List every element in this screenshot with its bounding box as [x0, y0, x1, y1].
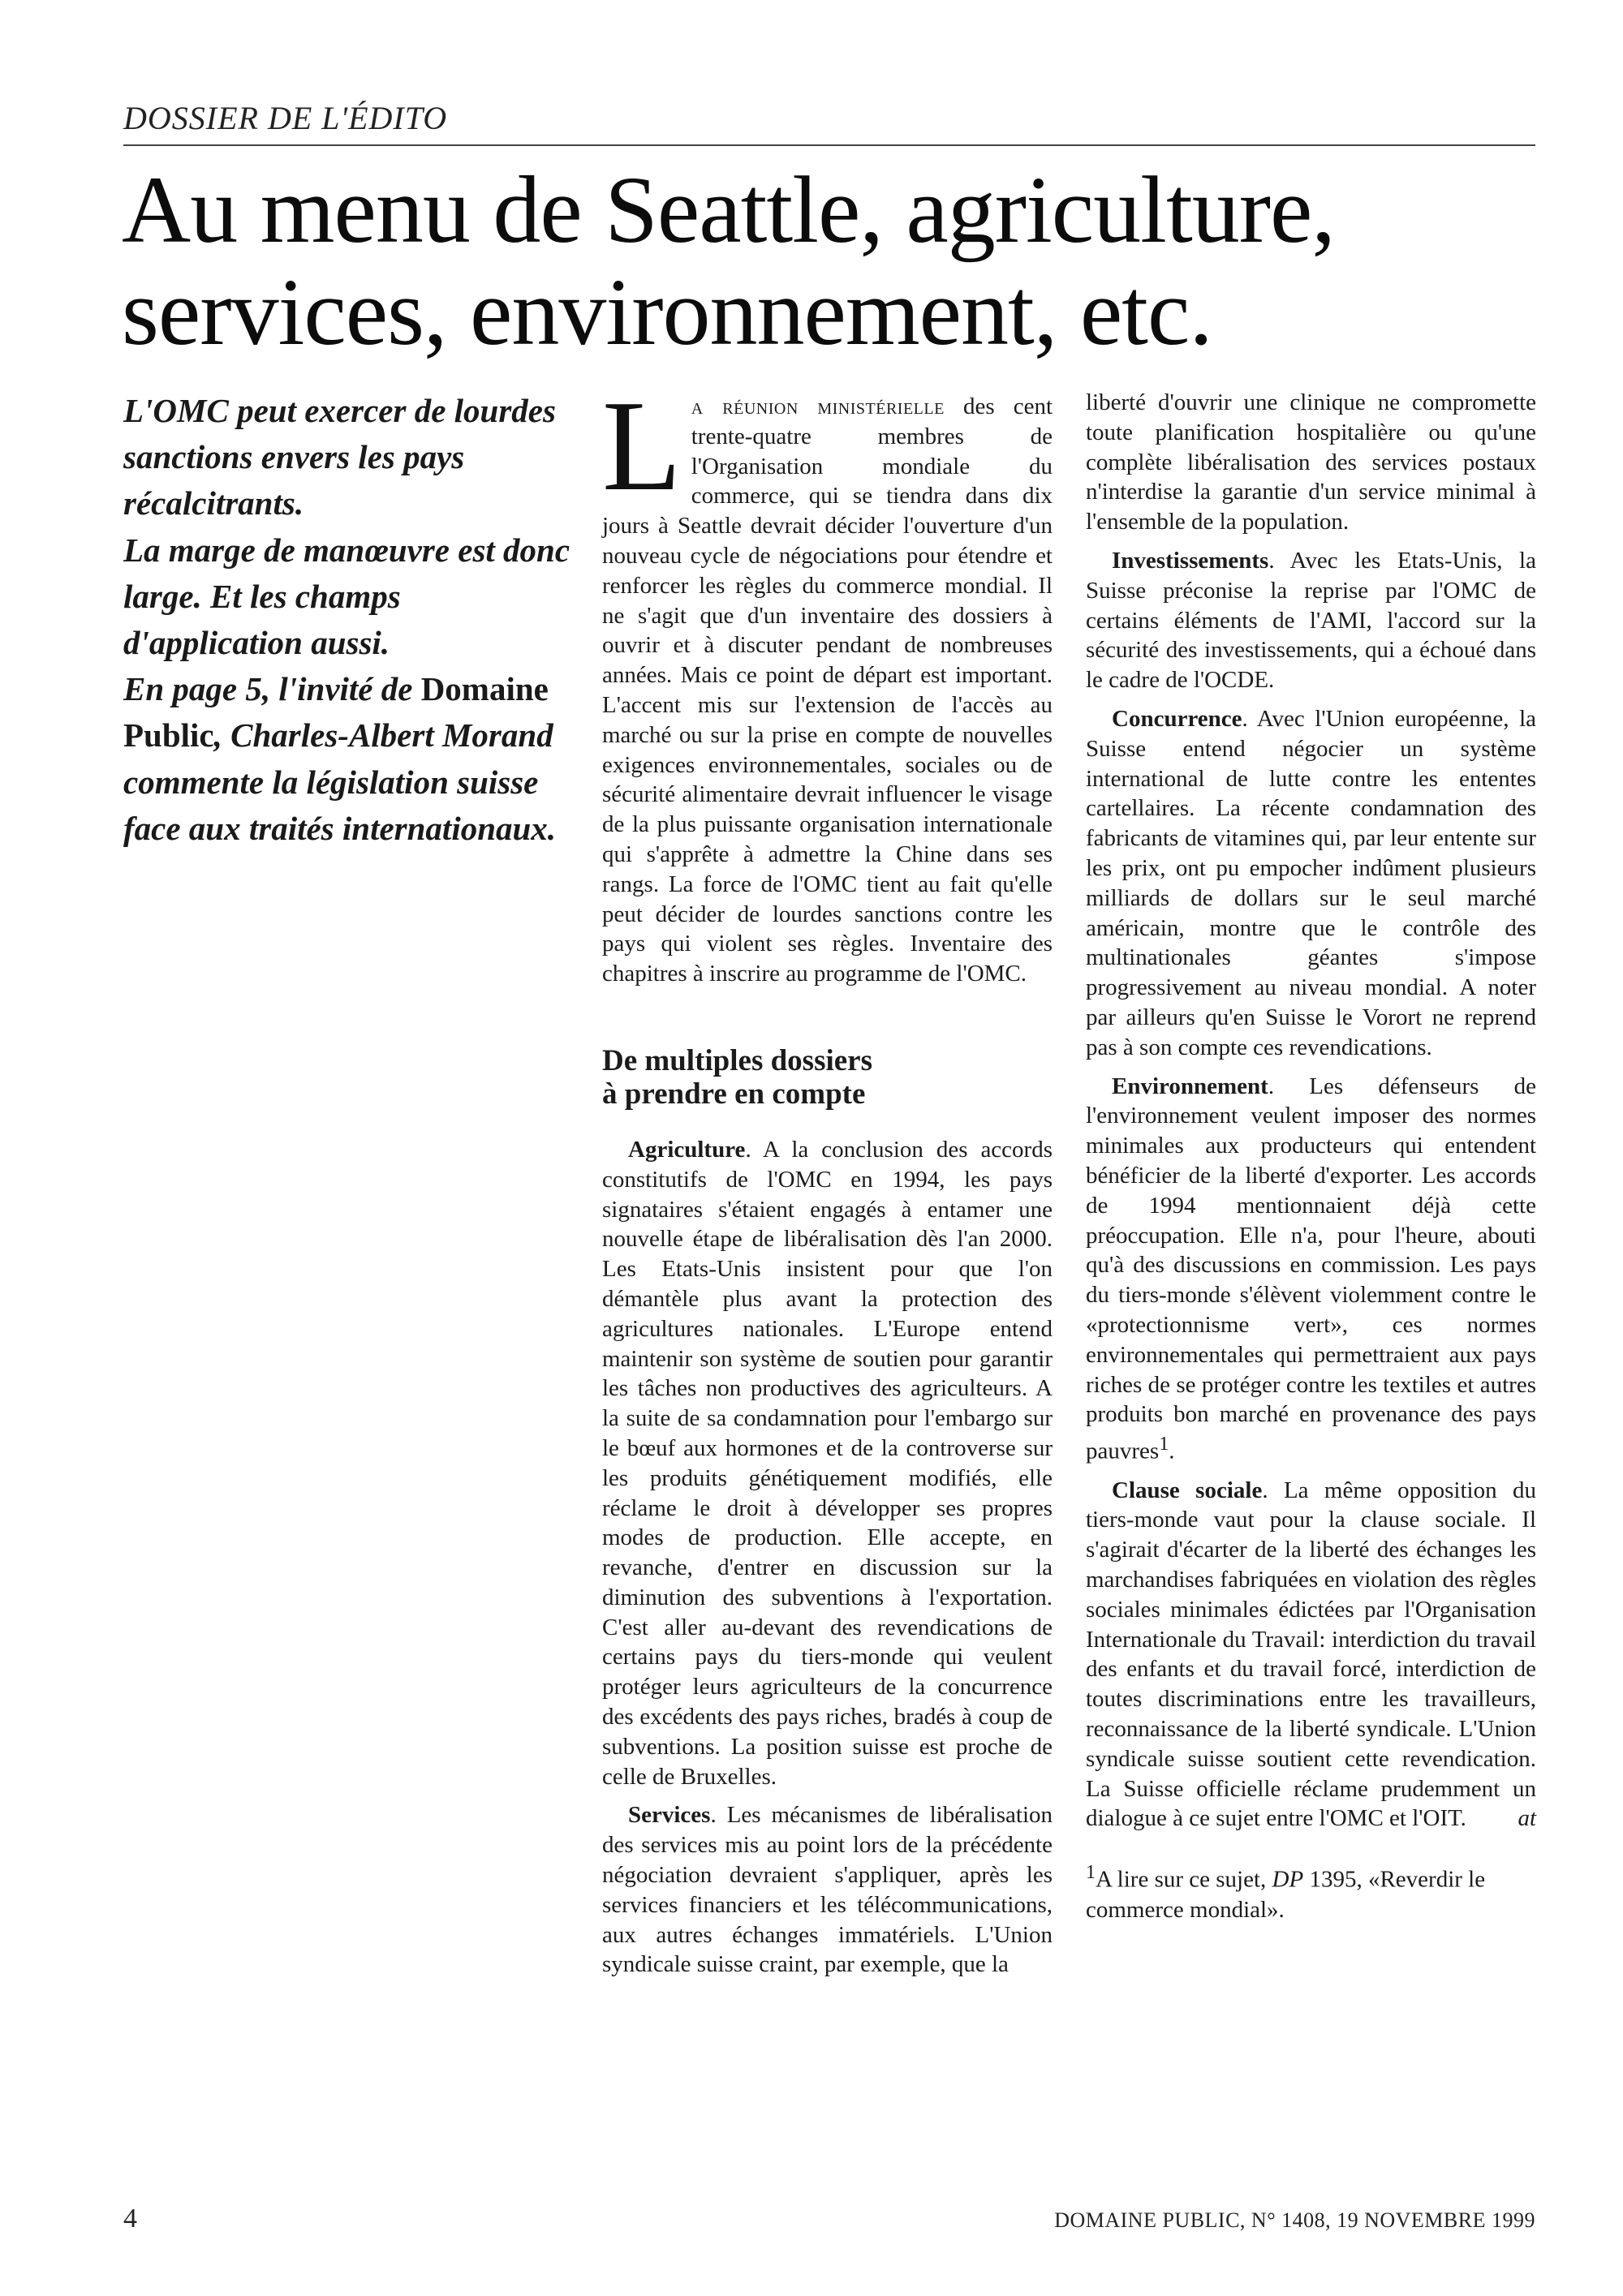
- subhead: [602, 1044, 1053, 1111]
- headline-line-2: services, environnement, etc.: [122, 259, 1212, 365]
- investissements-paragraph: [1086, 546, 1536, 695]
- services-lead: Services: [628, 1802, 711, 1829]
- lede: [123, 388, 578, 852]
- article-column-1: [602, 373, 1053, 1980]
- intro-text: des cent trente-quatre membres de l'Organisation mondiale du commerce, qui se tiendra dans dix jours à Seattle devrait décider l'ouverture d'un nouveau cycle de négociations pour étendre et renforcer les règles du commerce mondial. Il ne s'agit que d'un inventaire des dossiers à ouvrir et à discuter pendant de nombreuses années. Mais ce point de départ est important. L'accent mis sur l'extension de l'accès au marché ou sur la prise en compte de nouvelles exigences environnementales, sociales ou de sécurité alimentaire devrait influencer le visage de la plus puissante organisation internationale qui s'apprête à admettre la Chine dans ses rangs. La force de l'OMC tient au fait qu'elle peut décider de lourdes sanctions contre les pays qui violent ses règles. Inventaire des chapitres à inscrire au programme de l'OMC.: [602, 393, 1053, 987]
- headline: [122, 159, 1550, 363]
- clause-sociale-text: . La même opposition du tiers-monde vaut pour la clause sociale. Il s'agirait d'écarter de la liberté des échanges les marchandises fabriquées en violation des règles sociales minimales édictées par l'Organisation Internationale du Travail: interdiction du travail des enfants et du travail forcé, interdiction de toutes discriminations entre les travailleurs, reconnaissance de la liberté syndicale. L'Union syndicale suisse soutient cette revendication. La Suisse officielle réclame prudemment un dialogue à ce sujet entre l'OMC et l'OIT.: [1086, 1477, 1536, 1832]
- footnote-text-end: 1395, «Reverdir le commerce mondial».: [1086, 1866, 1486, 1923]
- footnote-dp: DP: [1272, 1866, 1304, 1893]
- subhead-line-1: De multiples dossiers: [602, 1043, 872, 1077]
- lede-paragraph-3: [123, 666, 578, 852]
- services-text: . Les mécanismes de libéralisation des services mis au point lors de la précédente négociation devraient s'appliquer, après les services financiers et les télécommunications, aux autres échanges immatériels. L'Union syndicale suisse craint, par exemple, que la: [602, 1802, 1053, 1978]
- intro-paragraph: [602, 373, 1053, 989]
- footnote-ref: 1: [1159, 1433, 1169, 1455]
- lede-paragraph-2: La marge de manœuvre est donc large. Et les champs d'application aussi.: [123, 531, 570, 662]
- concurrence-lead: Concurrence: [1112, 705, 1242, 732]
- environnement-lead: Environnement: [1112, 1073, 1268, 1099]
- footnote-number: 1: [1086, 1861, 1096, 1884]
- investissements-text: . Avec les Etats-Unis, la Suisse préconise la reprise par l'OMC de certains éléments de l'AMI, l'accord sur la sécurité des investissements, qui a échoué dans le cadre de l'OCDE.: [1086, 547, 1536, 694]
- environnement-end: .: [1169, 1438, 1175, 1464]
- clause-sociale-lead: Clause sociale: [1112, 1477, 1263, 1503]
- publication-info: DOMAINE PUBLIC, N° 1408, 19 NOVEMBRE 1999: [1054, 2208, 1535, 2232]
- footnote-text: A lire sur ce sujet,: [1096, 1866, 1272, 1893]
- environnement-paragraph: [1086, 1072, 1536, 1467]
- author-signature: at: [1518, 1805, 1536, 1832]
- lede-text: En page 5, l'invité de: [123, 670, 421, 708]
- intro-smallcaps: a réunion ministérielle: [691, 393, 945, 419]
- article-column-2: [1086, 388, 1536, 1924]
- services-paragraph: [602, 1800, 1053, 1980]
- footnote: [1086, 1858, 1536, 1924]
- subhead-line-2: à prendre en compte: [602, 1077, 866, 1111]
- services-continued: liberté d'ouvrir une clinique ne compromette toute planification hospitalière ou qu'une complète libéralisation des services postaux n'interdise la garantie d'un service minimal à l'ensemble de la population.: [1086, 389, 1536, 535]
- agriculture-text: . A la conclusion des accords constitutifs de l'OMC en 1994, les pays signataires s'étaient engagés à entamer une nouvelle étape de libéralisation dès l'an 2000. Les Etats-Unis insistent pour que l'on démantèle plus avant la protection des agricultures nationales. L'Europe entend maintenir son système de soutien pour garantir les tâches non productives des agriculteurs. A la suite de sa condamnation pour l'embargo sur le bœuf aux hormones et de la controverse sur les produits génétiquement modifiés, elle réclame le droit à développer ses propres modes de production. Elle accepte, en revanche, d'entrer en discussion sur la diminution des subventions à l'exportation. C'est aller au-devant des revendications de certains pays du tiers-monde qui veulent protéger leurs agriculteurs de la concurrence des excédents des pays riches, bradés à coup de subventions. La position suisse est proche de celle de Bruxelles.: [602, 1136, 1053, 1790]
- header-rule: [123, 144, 1535, 146]
- agriculture-lead: Agriculture: [628, 1136, 746, 1163]
- section-kicker: DOSSIER DE L'ÉDITO: [123, 100, 448, 136]
- lede-paragraph-1: L'OMC peut exercer de lourdes sanctions envers les pays récalcitrants.: [123, 392, 556, 522]
- clause-sociale-paragraph: [1086, 1476, 1536, 1834]
- lede-text: , Charles-Albert Morand commente la législation suisse face aux traités internationaux.: [123, 716, 557, 847]
- investissements-lead: Investissements: [1112, 547, 1269, 574]
- environnement-text: . Les défenseurs de l'environnement veulent imposer des normes minimales aux producteurs qui entendent bénéficier de la liberté d'exporter. Les accords de 1994 mentionnaient déjà cette préoccupation. Elle n'a, pour l'heure, abouti qu'à des discussions en commission. Les pays du tiers-monde s'élèvent violemment contre le «protectionnisme vert», ces normes environnementales qui permettraient aux pays riches de se protéger contre les textiles et autres produits bon marché en provenance des pays pauvres: [1086, 1073, 1536, 1464]
- concurrence-text: . Avec l'Union européenne, la Suisse entend négocier un système international de lutte contre les ententes cartellaires. La récente condamnation des fabricants de vitamines qui, par leur entente sur les prix, ont pu empocher indûment plusieurs milliards de dollars sur le seul marché américain, montre que le contrôle des multinationales géantes s'impose progressivement au niveau mondial. A noter par ailleurs qu'en Suisse le Vorort ne reprend pas à son compte ces revendications.: [1086, 705, 1536, 1060]
- page-number: 4: [123, 2204, 137, 2234]
- drop-cap: L: [602, 373, 682, 518]
- concurrence-paragraph: [1086, 704, 1536, 1063]
- headline-line-1: Au menu de Seattle, agriculture,: [122, 157, 1335, 263]
- agriculture-paragraph: [602, 1135, 1053, 1792]
- publication-name: Domaine Public: [123, 670, 549, 755]
